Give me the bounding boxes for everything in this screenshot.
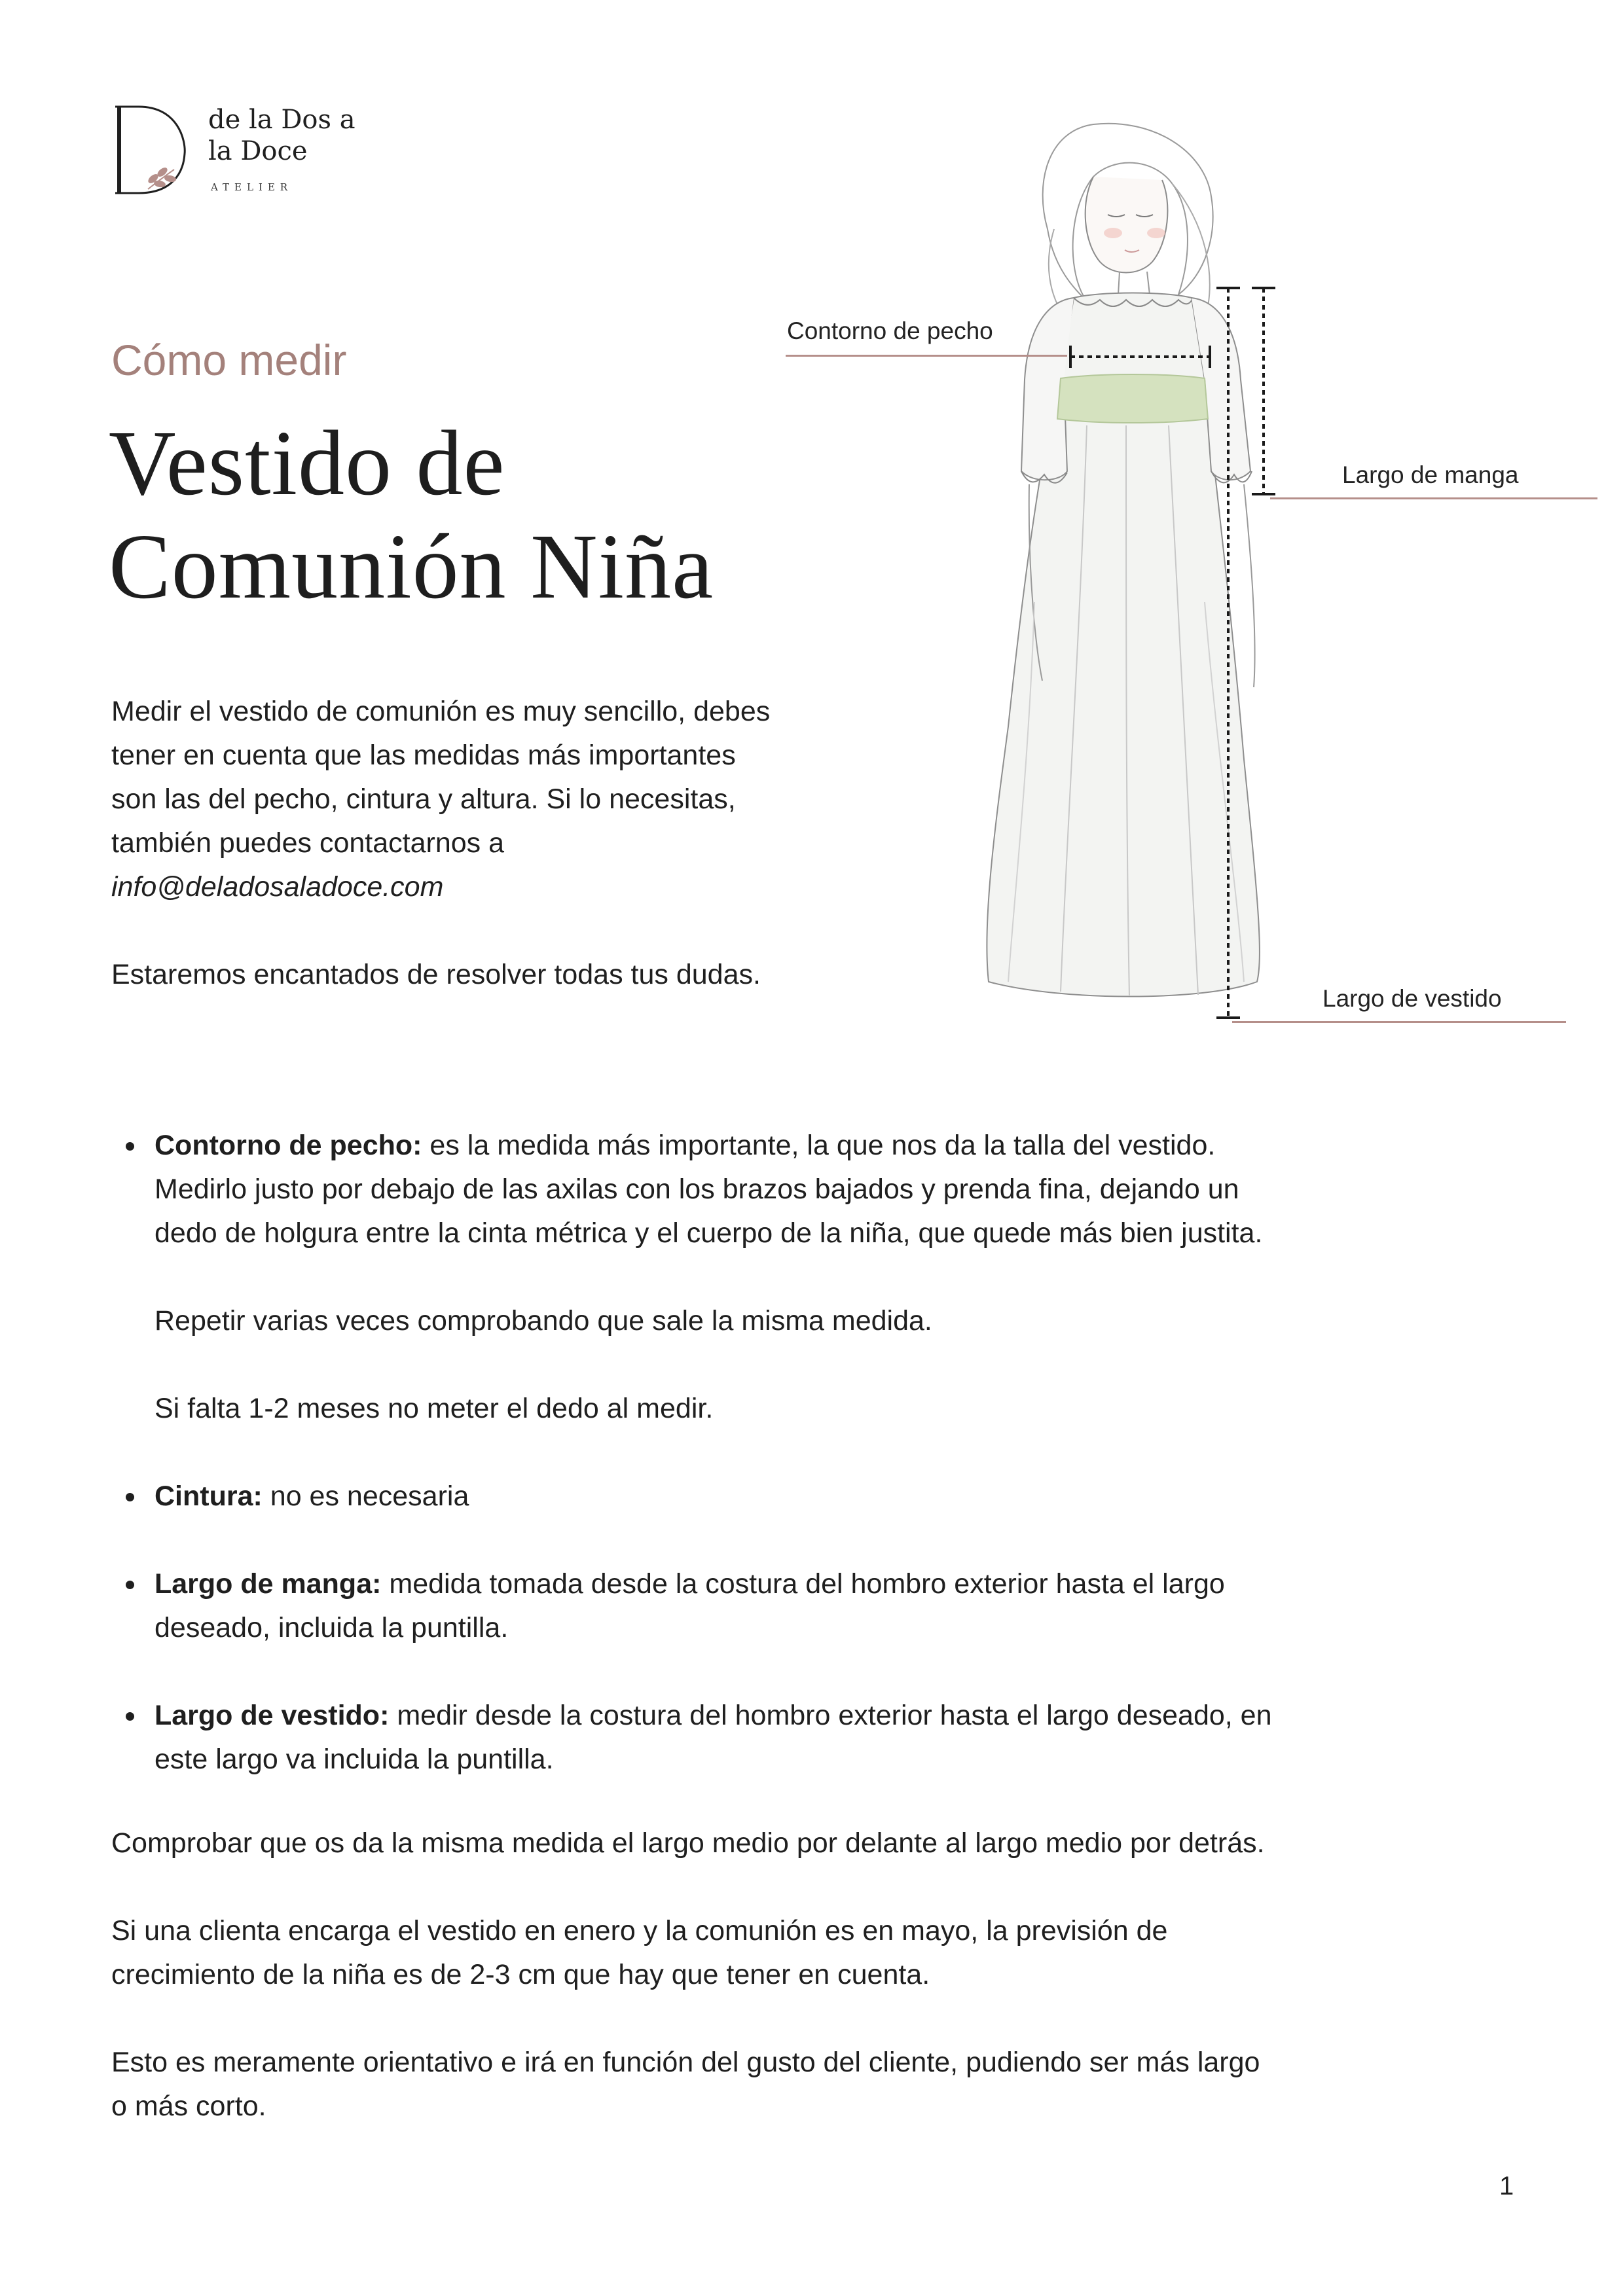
list-item: [111, 1562, 1421, 1650]
paragraph-line: crecimiento de la niña es de 2-3 cm que hay que tener en cuenta.: [111, 1959, 930, 1990]
page-subtitle: Cómo medir: [111, 336, 347, 384]
title-line-2: Comunión Niña: [109, 514, 714, 618]
bust-measurement-line: [786, 355, 1067, 357]
logo-monogram-icon: [113, 101, 191, 200]
title-line-1: Vestido de: [109, 411, 505, 514]
bullet-icon: [126, 1712, 134, 1721]
paragraph-line: Comprobar que os da la misma medida el largo medio por delante al largo medio por detrás.: [111, 1827, 1265, 1859]
girl-dress-drawing: [786, 105, 1597, 1034]
logo-name-line-2: la Doce: [208, 136, 308, 166]
brand-logo: [113, 101, 388, 206]
bust-measurement-label: Contorno de pecho: [787, 317, 993, 344]
list-item-note: Repetir varias veces comprobando que sale la misma medida.: [155, 1305, 932, 1336]
list-item-term: Largo de manga:: [155, 1568, 382, 1600]
intro-line: son las del pecho, cintura y altura. Si lo necesitas,: [111, 783, 736, 815]
list-item-text: medida tomada desde la costura del hombro exterior hasta el largo: [381, 1568, 1225, 1600]
paragraph-line: o más corto.: [111, 2090, 266, 2122]
list-item-note: Si falta 1-2 meses no meter el dedo al medir.: [155, 1393, 714, 1424]
list-item-term: Largo de vestido:: [155, 1700, 390, 1731]
intro-line: también puedes contactarnos a: [111, 827, 505, 859]
bullet-icon: [126, 1142, 134, 1151]
logo-wordmark: [208, 104, 356, 167]
sleeve-measurement-line: [1270, 497, 1597, 499]
closing-paragraph: [111, 1909, 1486, 1997]
list-item-text: deseado, incluida la puntilla.: [155, 1612, 509, 1643]
dress-measurement-illustration: [786, 105, 1597, 1034]
intro-line: tener en cuenta que las medidas más importantes: [111, 740, 736, 771]
intro-paragraph: [111, 690, 858, 997]
contact-email-link[interactable]: info@deladosaladoce.com: [111, 871, 444, 903]
list-item-text: dedo de holgura entre la cinta métrica y el cuerpo de la niña, que quede más bien justita.: [155, 1217, 1263, 1249]
paragraph-line: Esto es meramente orientativo e irá en función del gusto del cliente, pudiendo ser más largo: [111, 2047, 1260, 2078]
dress-length-line: [1232, 1021, 1566, 1023]
closing-paragraph: [111, 2041, 1486, 2128]
list-item-text: es la medida más importante, la que nos da la talla del vestido.: [422, 1130, 1216, 1161]
bullet-icon: [126, 1581, 134, 1589]
intro-line: Medir el vestido de comunión es muy sencillo, debes: [111, 696, 771, 727]
measurement-instructions-list: [111, 1124, 1421, 1782]
page-number: 1: [1499, 2172, 1514, 2200]
list-item-text: este largo va incluida la puntilla.: [155, 1744, 554, 1775]
page-title: [109, 411, 714, 618]
logo-tagline: ATELIER: [211, 181, 293, 193]
list-item-term: Cintura:: [155, 1480, 263, 1512]
list-item-text: medir desde la costura del hombro exterior hasta el largo deseado, en: [389, 1700, 1272, 1731]
list-item: [111, 1694, 1421, 1782]
list-item-text: no es necesaria: [262, 1480, 469, 1512]
intro-closing: Estaremos encantados de resolver todas tus dudas.: [111, 959, 761, 990]
closing-paragraph: [111, 1821, 1486, 1865]
logo-name-line-1: de la Dos a: [208, 105, 356, 135]
bullet-icon: [126, 1493, 134, 1501]
closing-notes: [111, 1821, 1486, 2128]
paragraph-line: Si una clienta encarga el vestido en enero y la comunión es en mayo, la previsión de: [111, 1915, 1168, 1946]
sleeve-measurement-label: Largo de manga: [1342, 461, 1519, 488]
list-item-term: Contorno de pecho:: [155, 1130, 422, 1161]
list-item: [111, 1475, 1421, 1518]
list-item: [111, 1124, 1421, 1431]
list-item-text: Medirlo justo por debajo de las axilas con los brazos bajados y prenda fina, dejando un: [155, 1174, 1239, 1205]
dress-length-label: Largo de vestido: [1322, 985, 1502, 1012]
